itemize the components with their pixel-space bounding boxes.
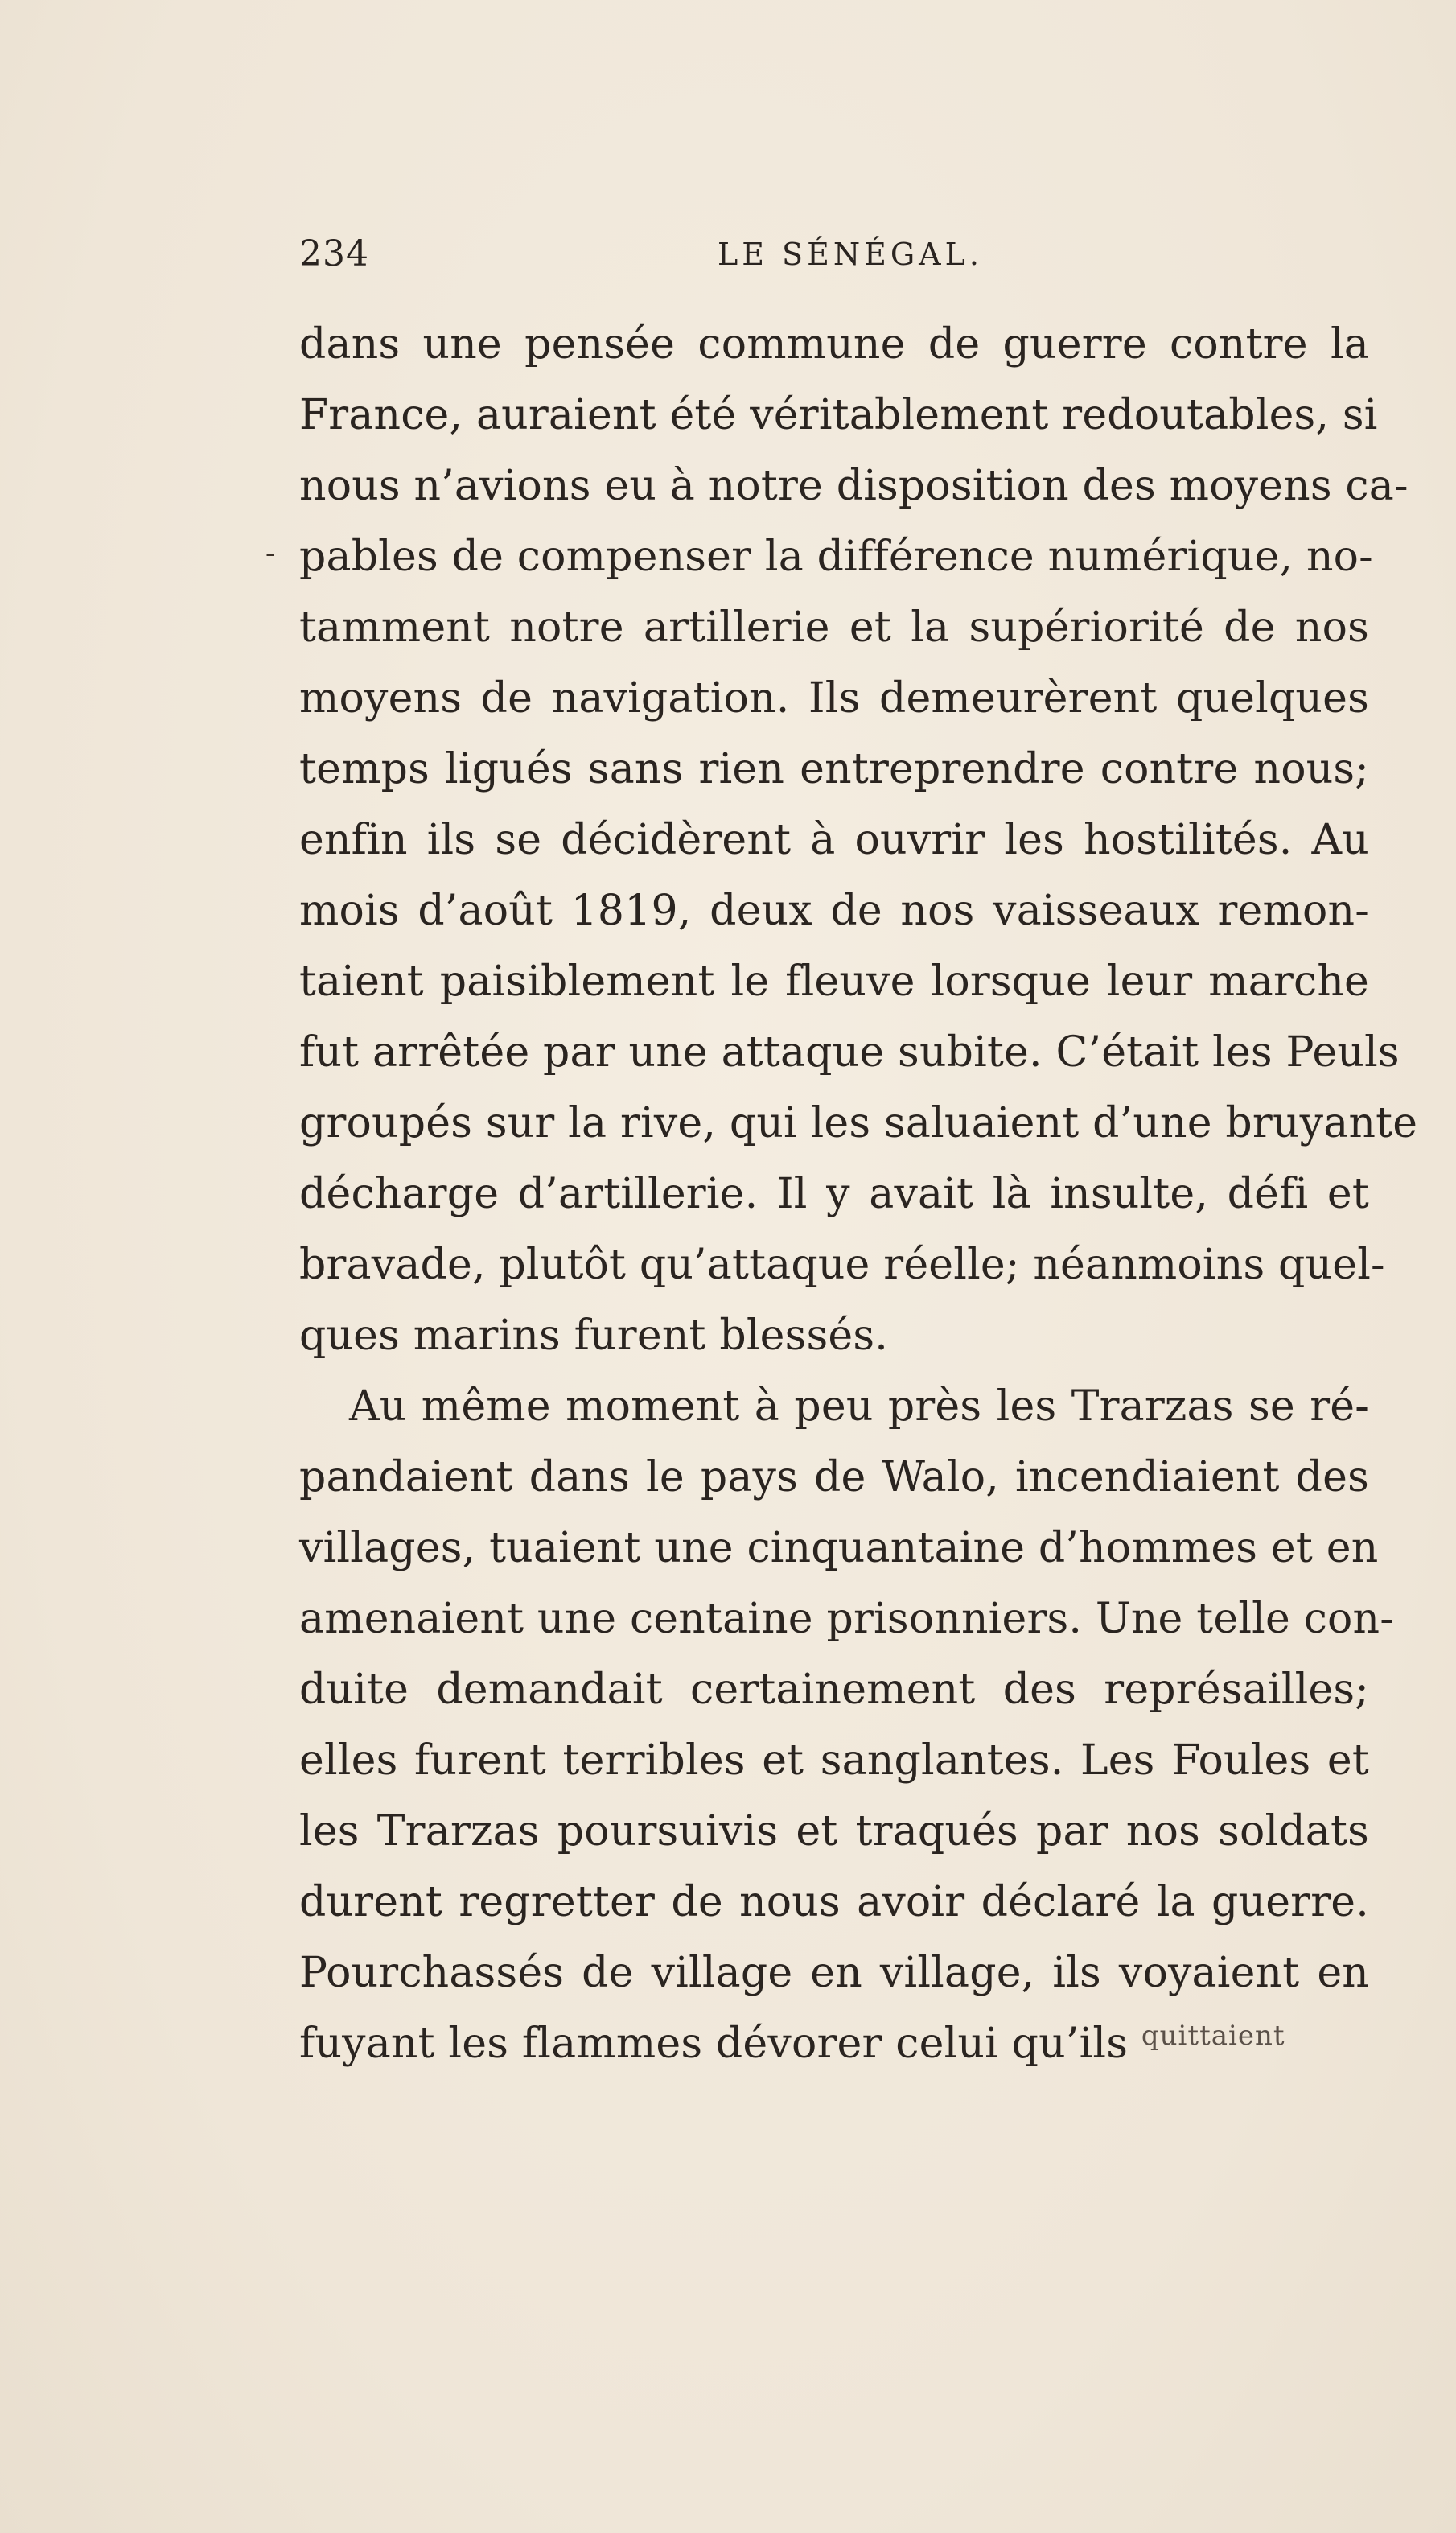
text-line: les Trarzas poursuivis et traqués par nos soldats [299,1807,1369,1855]
text-line: taient paisiblement le fleuve lorsque leur marche [299,958,1369,1006]
text-line: fut arrêtée par une attaque subite. C’était les Peuls [299,1028,1400,1077]
running-title: LE SÉNÉGAL. [718,237,983,272]
text-line: temps ligués sans rien entreprendre contre nous; [299,745,1369,793]
text-line: duite demandait certainement des représailles; [299,1666,1369,1714]
margin-mark: - [265,537,275,570]
body-text [299,309,1418,2079]
last-line-text: fuyant les flammes dévorer celui qu’ils [299,2020,1129,2068]
text-line: décharge d’artillerie. Il y avait là insulte, défi et [299,1170,1369,1218]
text-line: ques marins furent blessés. [299,1312,889,1360]
text-line: elles furent terribles et sanglantes. Les Foules et [299,1736,1369,1785]
paragraph-start-line: Au même moment à peu près les Trarzas se ré- [349,1382,1369,1431]
cutoff-word: quittaient [1141,2020,1285,2052]
text-line: enfin ils se décidèrent à ouvrir les hostilités. Au [299,816,1369,864]
text-line: bravade, plutôt qu’attaque réelle; néanmoins quel- [299,1241,1385,1289]
text-line: durent regretter de nous avoir déclaré la guerre. [299,1878,1369,1926]
page-number: 234 [299,233,369,274]
text-line: mois d’août 1819, deux de nos vaisseaux remon- [299,887,1369,935]
text-line: groupés sur la rive, qui les saluaient d’une bruyante [299,1099,1418,1147]
text-line: nous n’avions eu à notre disposition des moyens ca- [299,462,1409,510]
text-line: Pourchassés de village en village, ils voyaient en [299,1949,1369,1997]
page-header [299,233,1369,282]
text-line: pandaient dans le pays de Walo, incendiaient des [299,1453,1369,1501]
text-line: dans une pensée commune de guerre contre la [299,320,1369,369]
text-line: pables de compenser la différence numérique, no- [299,533,1373,581]
text-line: villages, tuaient une cinquantaine d’hommes et en [299,1524,1379,1572]
last-text-line [299,2008,1369,2079]
text-line: amenaient une centaine prisonniers. Une telle con- [299,1595,1394,1643]
text-line: moyens de navigation. Ils demeurèrent quelques [299,674,1369,723]
text-line: tamment notre artillerie et la supériorité de nos [299,603,1369,652]
text-line: France, auraient été véritablement redoutables, si [299,391,1378,439]
